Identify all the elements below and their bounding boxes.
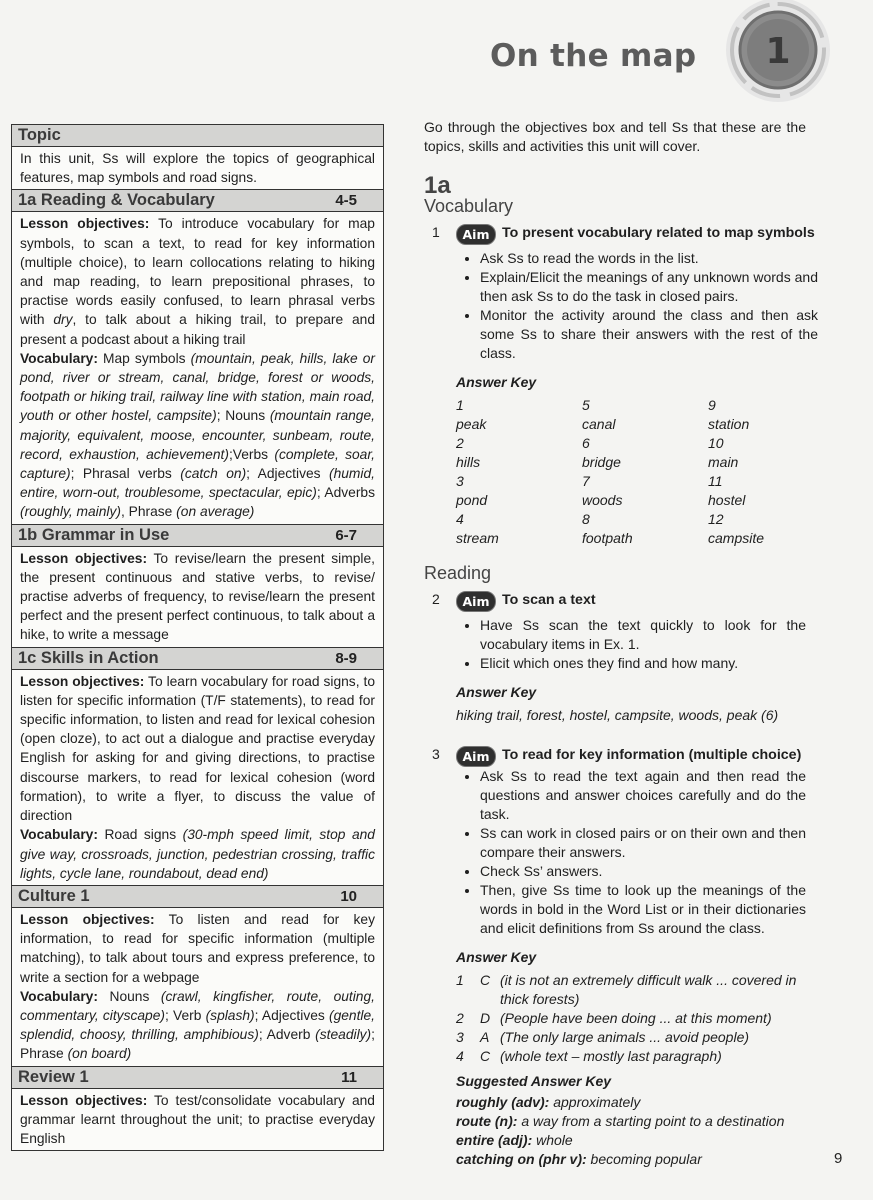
- intro-paragraph: Go through the objectives box and tell Ss that these are the topics, skills and activities this unit will cover.: [424, 119, 806, 154]
- unit-number-badge: [724, 0, 832, 108]
- answer-item: 1 C (it is not an extremely difficult walk ... covered in thick forests): [456, 972, 797, 1007]
- answer-key-label: Answer Key: [456, 684, 537, 700]
- aim-line: Aim To read for key information (multiple choice): [456, 745, 806, 767]
- answer-item: 5 canal: [582, 397, 616, 432]
- answer-item: 1 peak: [456, 397, 487, 432]
- review-body: [12, 1089, 383, 1151]
- review-heading: Review 1 11: [12, 1066, 383, 1089]
- instruction-list: [456, 767, 806, 938]
- lesson-objectives: Lesson objectives: To revise/learn the present simple, the present continuous and stative verbs, to revise/ practise adverbs of frequency, to revise/learn the present perfect and the present perfect continuous, to talk about a hike, to write a message: [20, 550, 375, 643]
- answer-item: 3 A (The only large animals ... avoid people): [456, 1029, 750, 1045]
- answer-item: 4 stream: [456, 511, 499, 546]
- lesson-objectives: Lesson objectives: To learn vocabulary for road signs, to listen for specific information (T/F statements), to read for specific information, to listen and read for lexical cohesion (open cloze), to act out a dialogue and practise everyday English for asking for and giving directions, to practise discourse markers, to read for lexical cohesion (word formation), to write a flyer, to discuss the value of direction: [20, 673, 375, 824]
- exercise-2: 2 Aim To scan a text • Have Ss scan the text quickly to look for the vocabulary items in Ex. 1. • Elicit which ones they find and how many. Answer Key hiking trail, forest, hostel, campsite, woods, peak (6): [424, 590, 806, 725]
- list-item: • Explain/Elicit the meanings of any unknown words and then ask Ss to do the task in closed pairs.: [480, 268, 818, 306]
- answer-key-label: Answer Key: [456, 374, 537, 390]
- answer-key-label: Answer Key: [456, 949, 537, 965]
- lesson-heading: 1a: [424, 172, 451, 199]
- section-1a-heading: 1a Reading & Vocabulary 4-5: [12, 189, 383, 212]
- definition-item: route (n): a way from a starting point to a destination: [456, 1113, 785, 1129]
- page-number: 9: [834, 1150, 843, 1167]
- definition-item: catching on (phr v): becoming popular: [456, 1151, 702, 1167]
- lesson-objectives: Lesson objectives: To listen and read for key information, to read for specific information (multiple matching), to talk about tours and express preference, to write a section for a webpage: [20, 911, 376, 985]
- exercise-3: 3 Aim To read for key information (multiple choice) • Ask Ss to read the text again and then read the questions and answer choices carefully and do the task. • Ss can work in closed pairs or on their own and then compare their answers. • Check Ss’ answers. • Then, give Ss time to look up the meanings of the words in bold in the Word List or in their dictionaries and elicit definitions from Ss around the class. Answer Key 1 C (it is not an extremely difficult walk ... covered in thick forests) 2 D (People have been doing ... at this moment) 3 A (The only large animals ... avoid people) 4 C (whole text – mostly last paragraph) Suggested Answer Key roughly (adv): approximately route (n): a way from a starting point to a destination entire (adj): whole catching on (phr v): becoming popular: [424, 745, 806, 1169]
- list-item: • Check Ss’ answers.: [480, 862, 806, 881]
- answer-item: 6 bridge: [582, 435, 621, 470]
- list-item: • Have Ss scan the text quickly to look for the vocabulary items in Ex. 1.: [480, 616, 806, 654]
- unit-number: 1: [765, 31, 791, 72]
- section-1a-body: [12, 212, 383, 523]
- definition-item: roughly (adv): approximately: [456, 1094, 641, 1110]
- answer-item: 8 footpath: [582, 511, 633, 546]
- aim-icon: Aim: [456, 224, 496, 245]
- culture-body: [12, 908, 383, 1066]
- unit-title: On the map: [490, 38, 697, 74]
- vocabulary: Vocabulary: Road signs (30-mph speed limit, stop and give way, crossroads, junction, pedestrian crossing, traffic lights, cycle lane, roundabout, dead end): [20, 827, 375, 881]
- section-1c-body: [12, 670, 383, 885]
- answer-item: 2 hills: [456, 435, 481, 470]
- answer-item: 11 hostel: [708, 473, 746, 508]
- mc-answers: [456, 971, 806, 1066]
- list-item: • Monitor the activity around the class and then ask some Ss to share their answers with the rest of the class.: [480, 306, 818, 363]
- exercise-1: 1 Aim To present vocabulary related to map symbols • Ask Ss to read the words in the list. • Explain/Elicit the meanings of any unknown words and then ask Ss to do the task in closed pairs. • Monitor the activity around the class and then ask some Ss to share their answers with the rest of the class. Answer Key 1 peak 5 canal 9 station 2 hills 6 bridge 10 main 3 pond 7 woods 11 hostel 4 stream 8 footpath 12 campsite: [424, 223, 806, 548]
- topic-heading: Topic: [12, 125, 383, 147]
- aim-icon: Aim: [456, 591, 496, 612]
- answer-text: hiking trail, forest, hostel, campsite, woods, peak (6): [456, 707, 779, 723]
- answer-item: 3 pond: [456, 473, 488, 508]
- vocabulary: Vocabulary: Nouns (crawl, kingfisher, route, outing, commentary, cityscape); Verb (splash); Adjectives (gentle, splendid, choosy, thrilling, amphibious); Adverb (steadily); Phrase (on board): [20, 988, 375, 1062]
- list-item: • Ask Ss to read the text again and then read the questions and answer choices carefully and do the task.: [480, 767, 806, 824]
- answer-key-grid: [456, 396, 818, 548]
- section-1c-heading: 1c Skills in Action 8-9: [12, 647, 383, 670]
- aim-icon: Aim: [456, 746, 496, 767]
- list-item: • Then, give Ss time to look up the meanings of the words in bold in the Word List or in their dictionaries and elicit definitions from Ss around the class.: [480, 881, 806, 938]
- vocabulary-heading: Vocabulary: [424, 196, 514, 216]
- section-1b-body: [12, 547, 383, 647]
- aim-line: Aim To present vocabulary related to map symbols: [456, 223, 818, 245]
- answer-item: 4 C (whole text – mostly last paragraph): [456, 1048, 722, 1064]
- definition-item: entire (adj): whole: [456, 1132, 573, 1148]
- reading-heading: Reading: [424, 563, 492, 583]
- list-item: • Elicit which ones they find and how many.: [480, 654, 806, 673]
- topic-body: In this unit, Ss will explore the topics of geographical features, map symbols and road signs.: [20, 151, 375, 186]
- list-item: • Ss can work in closed pairs or on their own and then compare their answers.: [480, 824, 806, 862]
- teacher-notes-column: [424, 118, 818, 1169]
- list-item: • Ask Ss to read the words in the list.: [480, 249, 818, 268]
- suggested-answer-key-label: Suggested Answer Key: [456, 1073, 612, 1089]
- answer-item: 12 campsite: [708, 511, 765, 546]
- aim-line: Aim To scan a text: [456, 590, 806, 612]
- lesson-objectives: Lesson objectives: To introduce vocabulary for map symbols, to scan a text, to read for key information (multiple choice), to learn collocations relating to hiking and map reading, to learn prepositional phrases, to practise words easily confused, to learn phrasal verbs with dry, to talk about a hiking trail, to prepare and present a podcast about a hiking trail: [20, 216, 375, 347]
- objectives-box: [11, 124, 384, 1151]
- vocabulary: Vocabulary: Map symbols (mountain, peak, hills, lake or pond, river or stream, canal, bridge, forest or woods, footpath or hiking trail, railway line with station, main road, youth or other hostel, campsite); Nouns (mountain range, majority, equivalent, moose, encounter, sunbeam, route, record, exhaustion, achievement);Verbs (complete, soar, capture); Phrasal verbs (catch on); Adjectives (humid, entire, worn-out, troublesome, spectacular, epic); Adverbs (roughly, mainly), Phrase (on average): [20, 350, 376, 520]
- section-1b-heading: 1b Grammar in Use 6-7: [12, 524, 383, 547]
- lesson-objectives: Lesson objectives: To test/consolidate vocabulary and grammar learnt throughout the unit; to practise everyday English: [20, 1092, 375, 1146]
- instruction-list: [456, 616, 806, 673]
- answer-item: 7 woods: [582, 473, 623, 508]
- answer-item: 10 main: [708, 435, 739, 470]
- answer-item: 9 station: [708, 397, 750, 432]
- definitions: [456, 1093, 806, 1169]
- instruction-list: [456, 249, 818, 363]
- answer-item: 2 D (People have been doing ... at this moment): [456, 1010, 772, 1026]
- culture-heading: Culture 1 10: [12, 885, 383, 908]
